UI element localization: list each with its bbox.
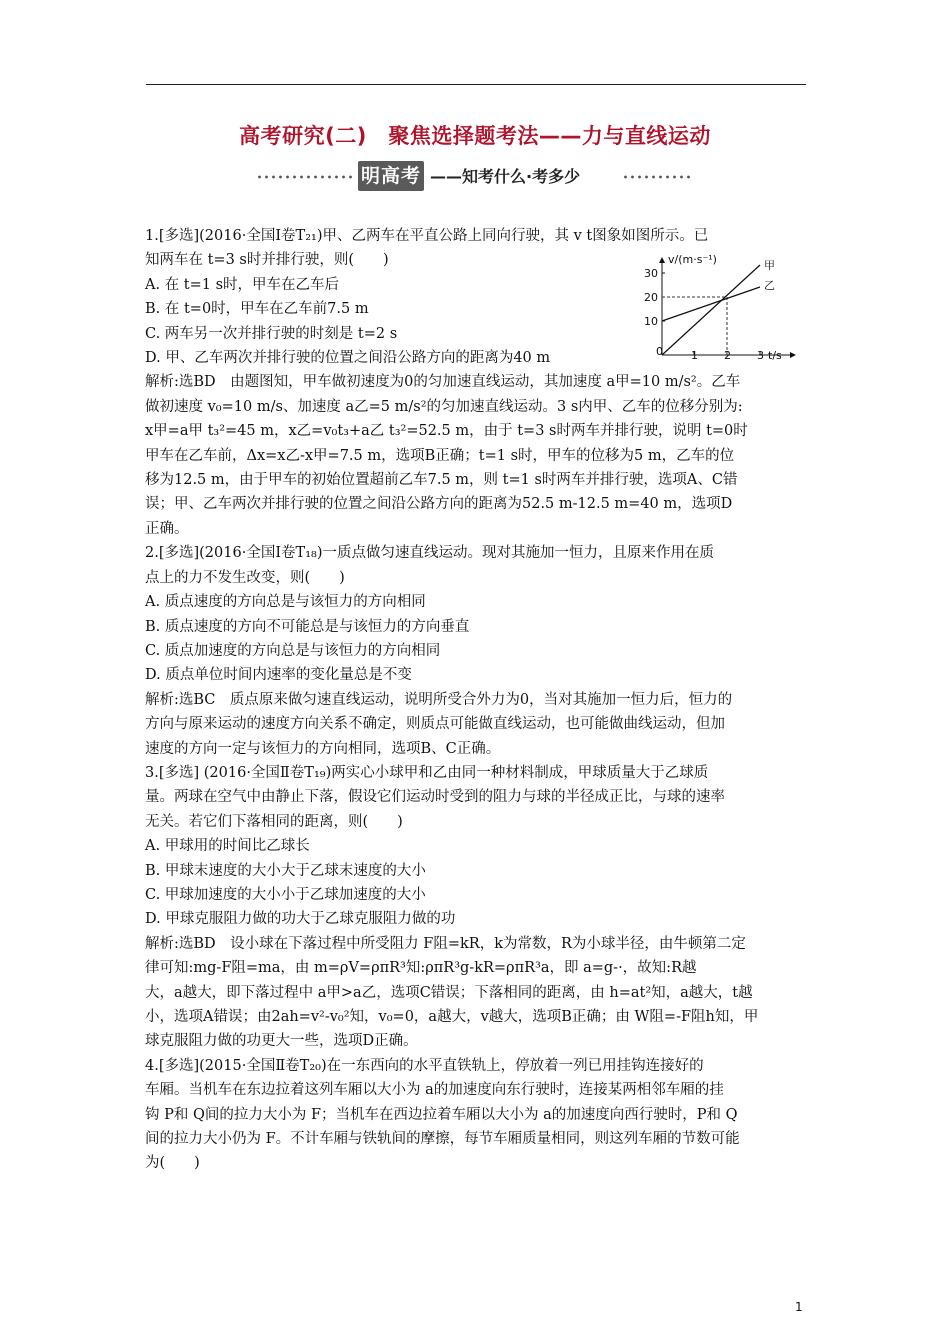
x-axis-label: t/s <box>768 349 782 362</box>
page-number: 1 <box>795 1300 803 1314</box>
header-rule <box>146 84 806 85</box>
text-line: 解析:选BD 设小球在下落过程中所受阻力 F阻=kR，k为常数，R为小球半径，由牛顿第二定 <box>145 935 746 952</box>
x-tick-label: 3 <box>757 349 764 362</box>
text-line: 甲车在乙车前，Δx=x乙-x甲=7.5 m，选项B正确；t=1 s时，甲车的位移为5 m，乙车的位 <box>145 447 735 464</box>
x-tick-label: 1 <box>691 349 698 362</box>
text-line: 做初速度 v₀=10 m/s、加速度 a乙=5 m/s²的匀加速直线运动。3 s内甲、乙车的位移分别为: <box>145 398 743 415</box>
text-line: A. 质点速度的方向总是与该恒力的方向相同 <box>145 594 426 611</box>
series-label-jia: 甲 <box>764 259 775 272</box>
question-text <box>145 224 810 1176</box>
text-line: 误；甲、乙车两次并排行驶的位置之间沿公路方向的距离为52.5 m-12.5 m=40 m，选项D <box>145 496 733 513</box>
y-tick-label: 10 <box>644 315 658 328</box>
text-line: 球克服阻力做的功更大一些，选项D正确。 <box>145 1033 418 1050</box>
text-line: 解析:选BD 由题图知，甲车做初速度为0的匀加速直线运动，其加速度 a甲=10 m/s²。乙车 <box>145 374 741 391</box>
text-line: C. 两车另一次并排行驶的时刻是 t=2 s <box>145 325 398 342</box>
text-line: 速度的方向一定与该恒力的方向相同，选项B、C正确。 <box>145 740 501 757</box>
section-badge: 明高考 <box>358 161 424 191</box>
text-line: D. 质点单位时间内速率的变化量总是不变 <box>145 667 412 684</box>
text-line: A. 甲球用的时间比乙球长 <box>145 838 310 855</box>
text-line: 车厢。当机车在东边拉着这列车厢以大小为 a的加速度向东行驶时，连接某两相邻车厢的挂 <box>145 1082 724 1099</box>
text-line: 2.[多选](2016·全国Ⅰ卷T₁₈)一质点做匀速直线运动。现对其施加一恒力，且原来作用在质 <box>145 545 714 562</box>
y-tick-label: 30 <box>644 267 658 280</box>
section-subtitle: ——知考什么·考多少 <box>430 167 581 186</box>
text-line: D. 甲、乙车两次并排行驶的位置之间沿公路方向的距离为40 m <box>145 350 551 367</box>
text-line: 正确。 <box>145 520 189 537</box>
x-tick-label: 0 <box>656 345 663 358</box>
text-line: 方向与原来运动的速度方向关系不确定，则质点可能做直线运动，也可能做曲线运动，但加 <box>145 716 725 733</box>
text-line: 知两车在 t=3 s时并排行驶，则( ) <box>145 252 389 269</box>
text-line: B. 甲球末速度的大小大于乙球末速度的大小 <box>145 862 426 879</box>
page-title: 高考研究(二) 聚焦选择题考法——力与直线运动 <box>239 124 711 148</box>
text-line: 移为12.5 m，由于甲车的初始位置超前乙车7.5 m，则 t=1 s时两车并排行驶，选项A、C错 <box>145 472 738 489</box>
series-jia-line <box>662 265 760 355</box>
text-line: 为( ) <box>145 1155 200 1172</box>
text-line: 解析:选BC 质点原来做匀速直线运动，说明所受合外力为0，当对其施加一恒力后，恒力的 <box>145 691 733 708</box>
text-line: 点上的力不发生改变，则( ) <box>145 569 345 586</box>
text-line: 量。两球在空气中由静止下落，假设它们运动时受到的阻力与球的半径成正比，与球的速率 <box>145 789 725 806</box>
text-line: 律可知:mg-F阻=ma，由 m=ρV=ρπR³知:ρπR³g-kR=ρπR³a，即 a=g-·，故知:R越 <box>145 960 697 977</box>
text-line: 钩 P和 Q间的拉力大小为 F；当机车在西边拉着车厢以大小为 a的加速度向西行驶时，P和 Q <box>145 1106 738 1123</box>
x-tick-label: 2 <box>724 349 731 362</box>
text-line: 1.[多选](2016·全国Ⅰ卷T₂₁)甲、乙两车在平直公路上同向行驶，其 v t图象如图所示。已 <box>145 228 709 244</box>
text-line: 小，选项A错误；由2ah=v²-v₀²知，v₀=0，a越大，v越大，选项B正确；由 W阻=-F阻h知，甲 <box>145 1009 759 1025</box>
text-line: C. 甲球加速度的大小小于乙球加速度的大小 <box>145 886 426 903</box>
text-line: B. 在 t=0时，甲车在乙车前7.5 m <box>145 301 369 318</box>
series-yi-line <box>662 287 760 321</box>
text-line: 3.[多选] (2016·全国Ⅱ卷T₁₉)两实心小球甲和乙由同一种材料制成，甲球质量大于乙球质 <box>145 764 709 781</box>
y-axis-arrow <box>659 257 665 263</box>
vt-graph <box>640 255 800 363</box>
text-line: A. 在 t=1 s时，甲车在乙车后 <box>145 276 340 293</box>
decorative-dots-left <box>256 175 352 179</box>
text-line: C. 质点加速度的方向总是与该恒力的方向相同 <box>145 642 441 659</box>
decorative-dots-right <box>622 175 694 179</box>
text-line: B. 质点速度的方向不可能总是与该恒力的方向垂直 <box>145 618 470 635</box>
text-line: x甲=a甲 t₃²=45 m，x乙=v₀t₃+a乙 t₃²=52.5 m，由于 t=3 s时两车并排行驶，说明 t=0时 <box>145 423 748 440</box>
text-line: 大，a越大，即下落过程中 a甲>a乙，选项C错误；下落相同的距离，由 h=at²知，a越大，t越 <box>145 984 753 1001</box>
text-line: 4.[多选](2015·全国Ⅱ卷T₂₀)在一东西向的水平直铁轨上，停放着一列已用挂钩连接好的 <box>145 1057 704 1074</box>
series-label-yi: 乙 <box>764 279 775 292</box>
text-line: 间的拉力大小仍为 F。不计车厢与铁轨间的摩擦，每节车厢质量相同，则这列车厢的节数可能 <box>145 1131 740 1148</box>
text-line: D. 甲球克服阻力做的功大于乙球克服阻力做的功 <box>145 911 456 928</box>
y-axis-label: v/(m·s⁻¹) <box>668 255 717 266</box>
x-axis-arrow <box>790 352 796 358</box>
text-line: 无关。若它们下落相同的距离，则( ) <box>145 813 403 830</box>
y-tick-label: 20 <box>644 291 658 304</box>
